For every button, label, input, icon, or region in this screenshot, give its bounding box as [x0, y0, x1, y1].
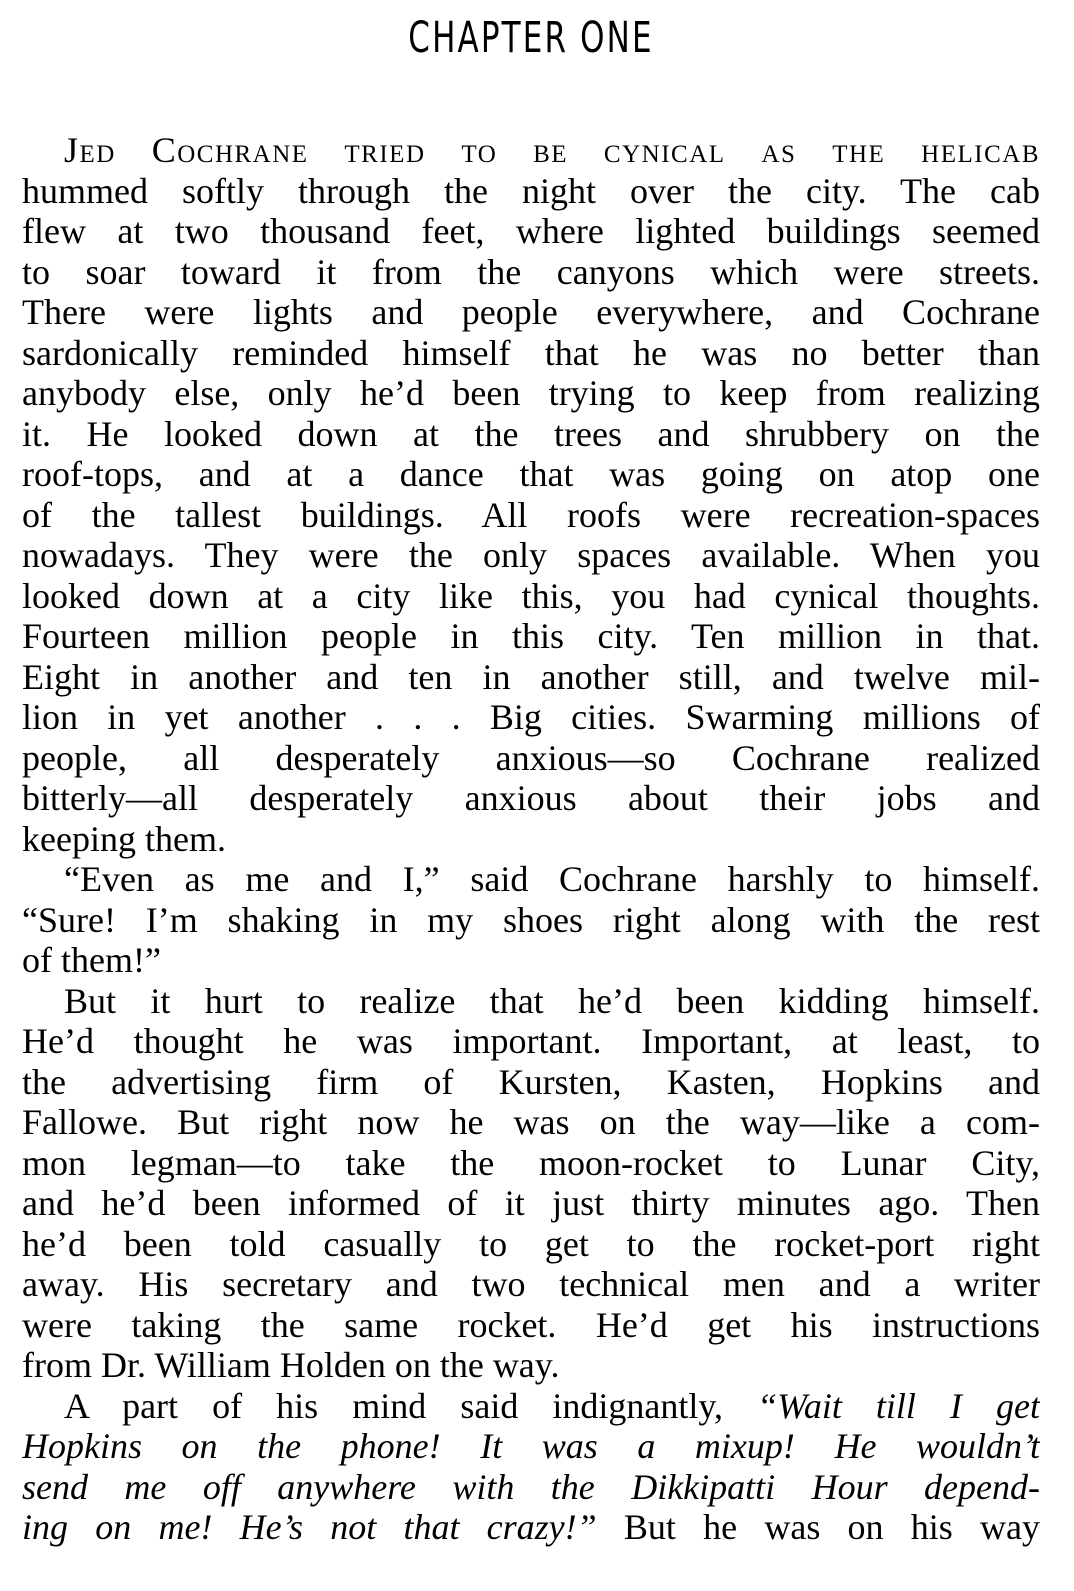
text-line: [22, 252, 1040, 293]
text-line: [22, 454, 1040, 495]
text-segment: flew at two thousand feet, where lighted buildings seemed: [22, 211, 1040, 251]
text-line: [22, 414, 1040, 455]
text-line: [22, 1305, 1040, 1346]
text-line: [22, 1224, 1040, 1265]
text-segment: A part of his mind said indignantly,: [64, 1385, 758, 1426]
text-segment: Fallowe. But right now he was on the way—like a com-: [22, 1102, 1040, 1142]
text-segment: nowadays. They were the only spaces available. When you: [22, 535, 1040, 575]
text-line: [22, 1426, 1040, 1467]
italic-text: ing on me! He’s not that crazy!”: [22, 1507, 597, 1547]
text-segment: it. He looked down at the trees and shrubbery on the: [22, 413, 1040, 454]
text-line: [22, 1467, 1040, 1508]
text-line: [22, 1264, 1040, 1305]
text-segment: He’d thought he was important. Important, at least, to: [22, 1021, 1040, 1061]
text-segment: were taking the same rocket. He’d get his instructions: [22, 1304, 1040, 1345]
text-segment: keeping them.: [22, 818, 226, 859]
text-segment: Fourteen million people in this city. Ten million in that.: [22, 616, 1040, 656]
text-segment: But he was on his way: [596, 1507, 1040, 1547]
italic-text: send me off anywhere with the Dikkipatti Hour depend-: [22, 1466, 1040, 1507]
text-line: [22, 1183, 1040, 1224]
text-line: [22, 333, 1040, 374]
text-line: [22, 1021, 1040, 1062]
text-segment: away. His secretary and two technical men and a writer: [22, 1264, 1040, 1304]
text-segment: roof-tops, and at a dance that was going on atop one: [22, 454, 1040, 494]
text-line: [22, 292, 1040, 333]
text-segment: anybody else, only he’d been trying to keep from realizing: [22, 373, 1040, 413]
text-line: [22, 1102, 1040, 1143]
text-segment: looked down at a city like this, you had cynical thoughts.: [22, 575, 1040, 616]
text-line: [22, 171, 1040, 212]
text-line: [22, 373, 1040, 414]
text-segment: of the tallest buildings. All roofs were recreation-spaces: [22, 494, 1040, 535]
text-line: [22, 211, 1040, 252]
text-line: [22, 657, 1040, 698]
text-segment: the advertising firm of Kursten, Kasten, Hopkins and: [22, 1061, 1040, 1102]
text-line: [22, 1507, 1040, 1548]
text-segment: sardonically reminded himself that he was no better than: [22, 332, 1040, 373]
text-segment: from Dr. William Holden on the way.: [22, 1345, 560, 1385]
text-segment: There were lights and people everywhere, and Cochrane: [22, 292, 1040, 332]
text-line: [22, 535, 1040, 576]
text-segment: and he’d been informed of it just thirty minutes ago. Then: [22, 1183, 1040, 1223]
book-page: [22, 0, 1040, 1591]
text-line: [22, 1143, 1040, 1184]
text-segment: hummed softly through the night over the city. The cab: [22, 170, 1040, 211]
text-line: [22, 576, 1040, 617]
text-segment: bitterly—all desperately anxious about their jobs and: [22, 778, 1040, 818]
text-line: [22, 1386, 1040, 1427]
body-text: [22, 130, 1040, 1548]
text-segment: Eight in another and ten in another still, and twelve mil-: [22, 656, 1040, 697]
text-line: [22, 900, 1040, 941]
text-line: [22, 1062, 1040, 1103]
text-segment: he’d been told casually to get to the rocket-port right: [22, 1223, 1040, 1264]
italic-text: “Wait till I get: [757, 1385, 1040, 1426]
text-line: [22, 616, 1040, 657]
text-line: [22, 738, 1040, 779]
text-line: [22, 981, 1040, 1022]
text-line: [22, 130, 1040, 171]
text-segment: lion in yet another . . . Big cities. Swarming millions of: [22, 697, 1040, 737]
text-segment: mon legman—to take the moon-rocket to Lunar City,: [22, 1142, 1040, 1183]
text-segment: to soar toward it from the canyons which were streets.: [22, 251, 1040, 292]
text-line: [22, 1345, 1040, 1386]
text-line: [22, 940, 1040, 981]
text-line: [22, 697, 1040, 738]
text-segment: people, all desperately anxious—so Cochrane realized: [22, 737, 1040, 778]
text-segment: of them!”: [22, 940, 161, 980]
text-line: [22, 859, 1040, 900]
text-line: [22, 495, 1040, 536]
text-line: [22, 778, 1040, 819]
italic-text: Hopkins on the phone! It was a mixup! He wouldn’t: [22, 1426, 1040, 1466]
text-line: [22, 819, 1040, 860]
text-segment: Jed Cochrane tried to be cynical as the helicab: [64, 130, 1040, 170]
text-segment: But it hurt to realize that he’d been kidding himself.: [64, 980, 1040, 1021]
chapter-title: CHAPTER ONE: [408, 13, 654, 63]
text-segment: “Sure! I’m shaking in my shoes right along with the rest: [22, 899, 1040, 940]
text-segment: “Even as me and I,” said Cochrane harshly to himself.: [64, 859, 1040, 899]
